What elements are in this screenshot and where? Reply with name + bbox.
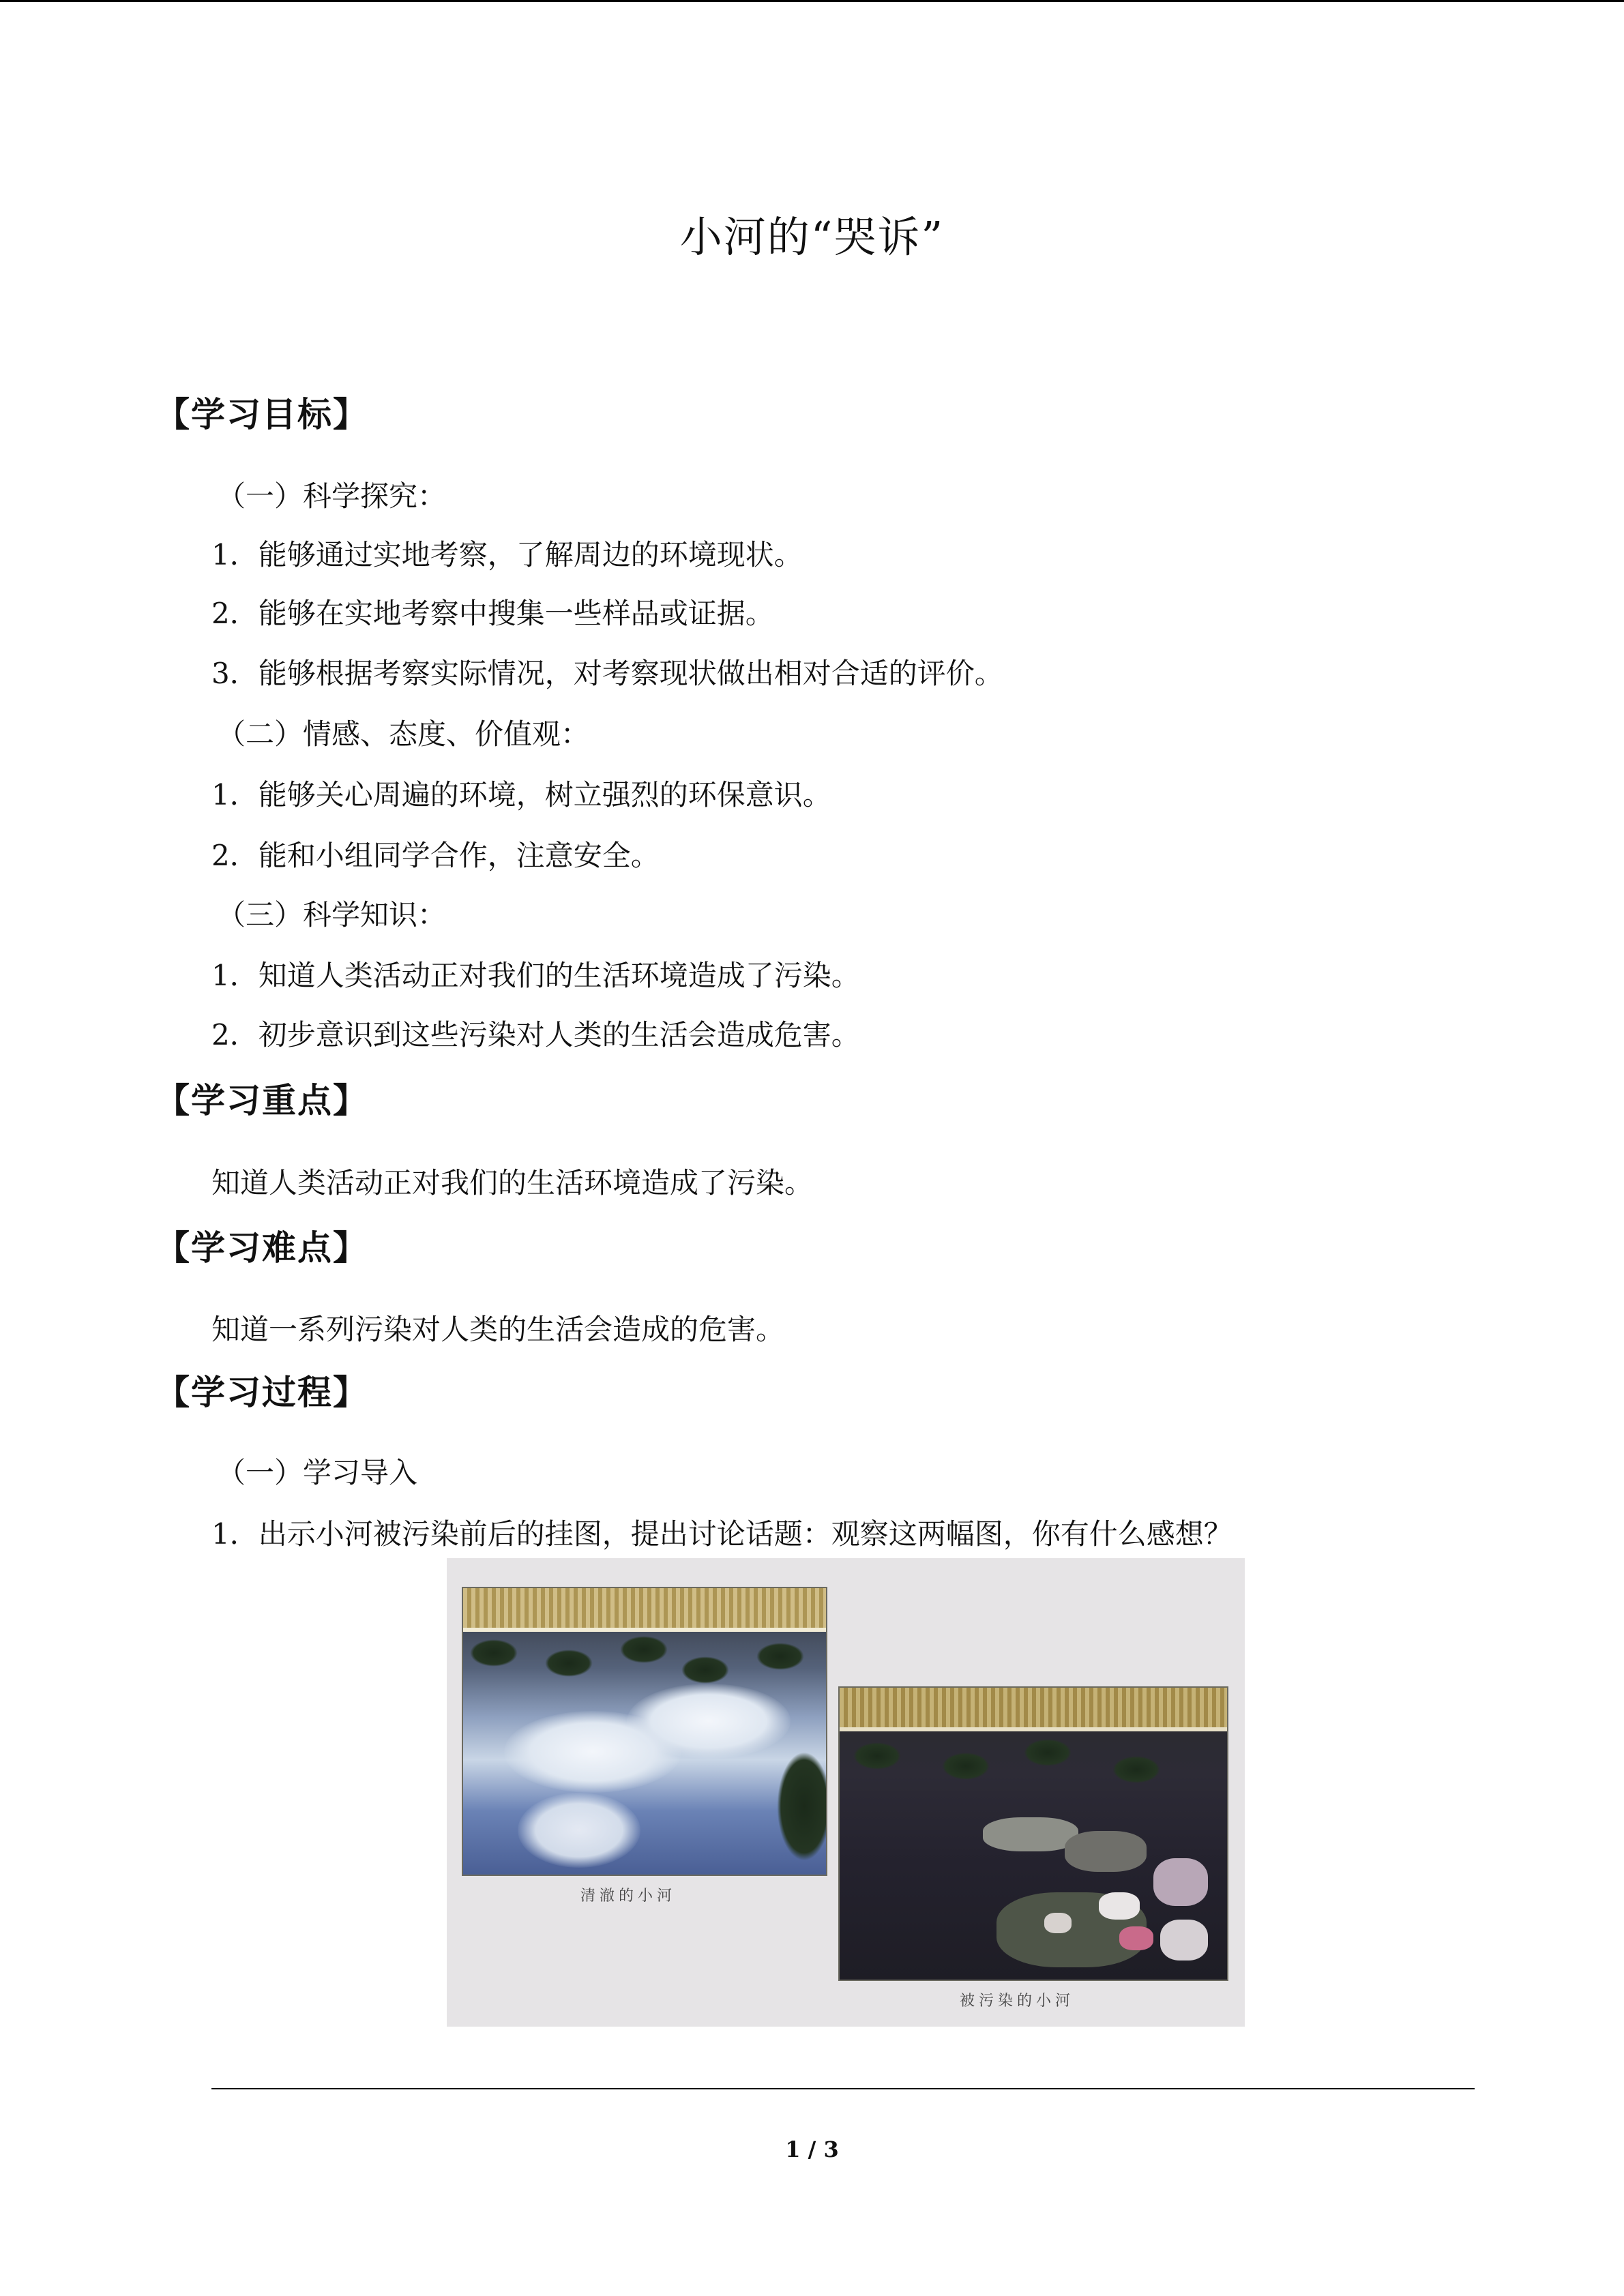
goal-item: 1．能够关心周遍的环境，树立强烈的环保意识。 xyxy=(211,778,831,811)
river-comparison-figure xyxy=(447,1558,1245,2027)
difficulty-text: 知道一系列污染对人类的生活会造成的危害。 xyxy=(211,1313,785,1346)
goal-subheading-inquiry: （一）科学探究： xyxy=(217,479,447,513)
process-item: 1．出示小河被污染前后的挂图，提出讨论话题：观察这两幅图，你有什么感想？ xyxy=(211,1517,1232,1551)
fence-reflection xyxy=(463,1588,826,1629)
page-number: 1 / 3 xyxy=(785,2136,839,2162)
goal-item: 1．知道人类活动正对我们的生活环境造成了污染。 xyxy=(211,959,860,992)
top-border-line xyxy=(0,0,1624,2)
goal-item: 2．初步意识到这些污染对人类的生活会造成危害。 xyxy=(211,1018,860,1052)
goal-item: 2．能和小组同学合作，注意安全。 xyxy=(211,839,660,872)
goal-item: 3．能够根据考察实际情况，对考察现状做出相对合适的评价。 xyxy=(211,657,1003,690)
key-point-text: 知道人类活动正对我们的生活环境造成了污染。 xyxy=(211,1166,814,1199)
document-title: 小河的“哭诉” xyxy=(679,212,945,262)
heading-difficulty: 【学习难点】 xyxy=(156,1228,368,1268)
goal-item: 2．能够在实地考察中搜集一些样品或证据。 xyxy=(211,597,774,630)
goal-item: 1．能够通过实地考察，了解周边的环境现状。 xyxy=(211,538,803,571)
clear-river-photo xyxy=(462,1587,827,1876)
heading-key-point: 【学习重点】 xyxy=(156,1081,368,1120)
process-subheading-intro: （一）学习导入 xyxy=(217,1456,418,1489)
heading-learning-process: 【学习过程】 xyxy=(156,1373,368,1412)
goal-subheading-knowledge: （三）科学知识： xyxy=(217,898,447,931)
footer-divider xyxy=(211,2088,1475,2089)
caption-polluted-river: 被污染的小河 xyxy=(960,1993,1075,2010)
heading-learning-goals: 【学习目标】 xyxy=(156,395,368,434)
fence-reflection xyxy=(840,1688,1227,1729)
goal-subheading-attitude: （二）情感、态度、价值观： xyxy=(217,717,590,751)
polluted-river-photo xyxy=(838,1686,1228,1981)
caption-clear-river: 清澈的小河 xyxy=(580,1888,677,1905)
